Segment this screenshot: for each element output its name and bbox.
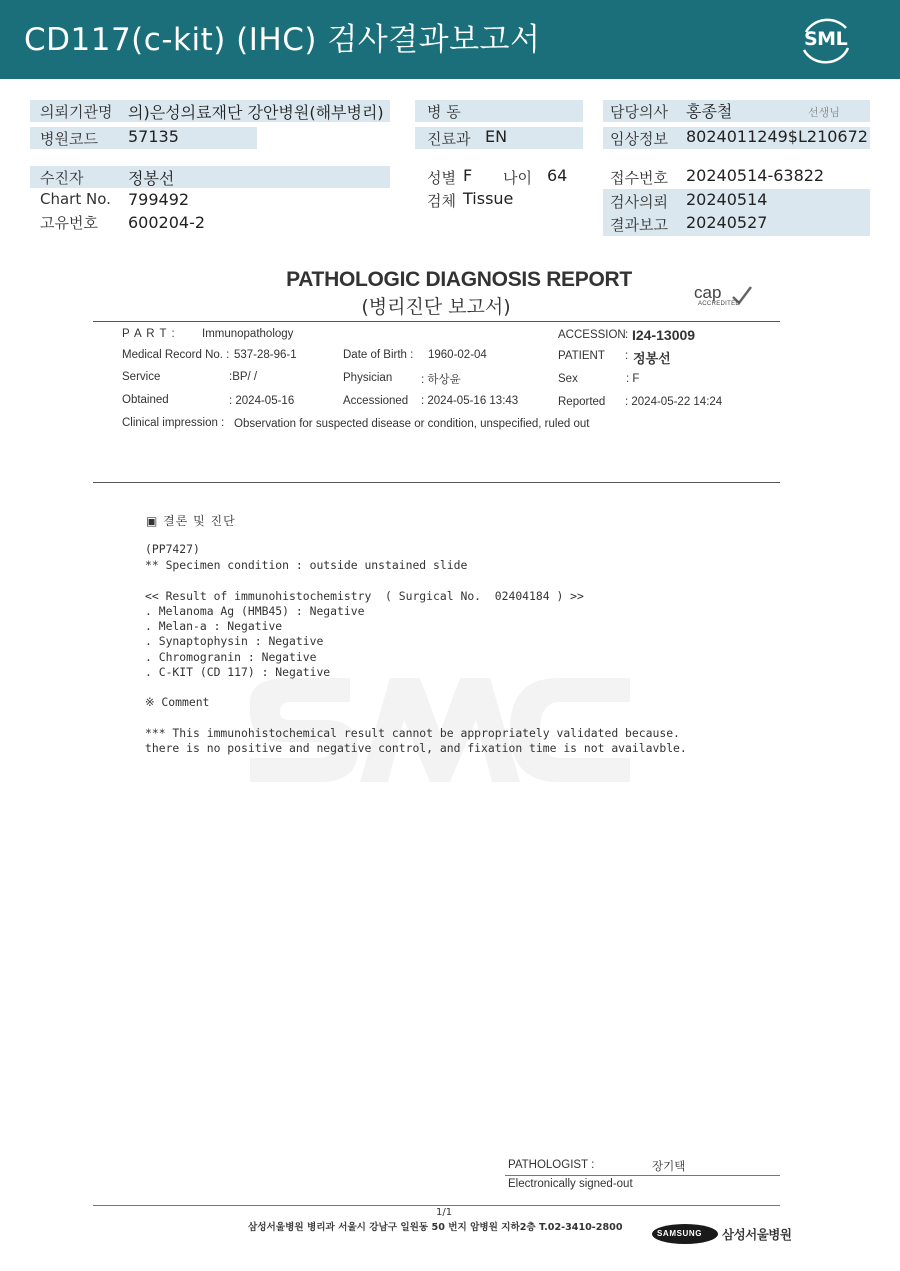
clinical-info-value: 8024011249$L210672	[686, 127, 868, 146]
clinical-impression-label: Clinical impression :	[122, 417, 225, 429]
body-line: . C-KIT (CD 117) : Negative	[145, 665, 331, 679]
body-line: . Melanoma Ag (HMB45) : Negative	[145, 604, 365, 618]
mrn-label: Medical Record No. :	[122, 349, 230, 361]
section-title: ▣ 결론 및 진단	[146, 514, 236, 528]
unique-no-label: 고유번호	[40, 214, 98, 232]
body-line: (PP7427)	[145, 542, 200, 556]
service-label: Service	[122, 371, 161, 383]
body-line: ** Specimen condition : outside unstained slide	[145, 558, 468, 572]
result-report-value: 20240527	[686, 213, 768, 232]
report-mid-rule	[93, 482, 780, 483]
physician-label: Physician	[343, 372, 393, 384]
pathologist-label: PATHOLOGIST :	[508, 1159, 595, 1171]
patient-label-report: PATIENT	[558, 350, 605, 362]
patient-value: 정봉선	[128, 169, 175, 188]
hospital-code-value: 57135	[128, 127, 179, 146]
doctor-value: 홍종철	[686, 102, 733, 121]
report-top-rule	[93, 321, 780, 322]
age-label: 나이	[503, 169, 532, 187]
body-line: there is no positive and negative control, and fixation time is not availavble.	[145, 741, 687, 755]
cap-logo: cap	[694, 283, 722, 302]
patient-colon: :	[625, 350, 629, 362]
department-value: EN	[485, 127, 508, 146]
reported-label: Reported	[558, 396, 606, 408]
dob-value: 1960-02-04	[428, 349, 487, 361]
pathologist-name: 장기택	[652, 1161, 686, 1173]
ward-label: 병 동	[427, 103, 461, 121]
header-bar	[0, 0, 900, 79]
service-value: :BP/ /	[229, 371, 258, 383]
obtained-label: Obtained	[122, 394, 169, 406]
accessioned-value: : 2024-05-16 13:43	[421, 395, 519, 407]
clinical-info-label: 임상정보	[610, 130, 668, 148]
result-report-label: 결과보고	[610, 216, 668, 234]
doctor-label: 담당의사	[610, 103, 668, 121]
hospital-code-label: 병원코드	[40, 130, 98, 148]
hospital-name: 삼성서울병원	[722, 1227, 792, 1242]
chart-no-label: Chart No.	[40, 190, 111, 208]
body-line: << Result of immunohistochemistry ( Surgical No. 02404184 ) >>	[145, 589, 584, 603]
requesting-org-value: 의)은성의료재단 강안병원(해부병리)	[128, 103, 384, 122]
body-line: . Chromogranin : Negative	[145, 650, 317, 664]
doctor-suffix: 선생님	[808, 106, 840, 119]
accessioned-label: Accessioned	[343, 395, 409, 407]
sex-value: F	[463, 166, 473, 185]
clinical-impression-value: Observation for suspected disease or condition, unspecified, ruled out	[234, 418, 590, 430]
body-line: *** This immunohistochemical result cannot be appropriately validated because.	[145, 726, 680, 740]
requesting-org-label: 의뢰기관명	[40, 103, 113, 121]
accession-value: I24-13009	[632, 327, 696, 343]
footer-rule	[93, 1205, 780, 1206]
body-line: . Melan-a : Negative	[145, 619, 283, 633]
report-subtitle: (병리진단 보고서)	[361, 296, 511, 318]
page-number: 1/1	[436, 1207, 453, 1218]
test-request-value: 20240514	[686, 190, 768, 209]
unique-no-value: 600204-2	[128, 213, 206, 232]
report-title: PATHOLOGIC DIAGNOSIS REPORT	[286, 268, 632, 291]
dob-label: Date of Birth :	[343, 349, 414, 361]
footer-address: 삼성서울병원 병리과 서울시 강남구 일원동 50 번지 암병원 지하2층 T.02-3410-2800	[248, 1222, 623, 1233]
body-line: ※ Comment	[145, 695, 210, 709]
accession-label: ACCESSION	[558, 329, 626, 341]
receipt-no-value: 20240514-63822	[686, 166, 825, 185]
samsung-logo-text: SAMSUNG	[657, 1229, 703, 1238]
patient-value-report: 정봉선	[633, 352, 671, 367]
sex-label: 성별	[427, 169, 456, 187]
page-title: CD117(c-kit) (IHC) 검사결과보고서	[24, 22, 541, 58]
sex-label-report: Sex	[558, 373, 578, 385]
receipt-no-label: 접수번호	[610, 169, 668, 187]
physician-value: : 하상윤	[421, 374, 461, 386]
obtained-value: : 2024-05-16	[229, 395, 295, 407]
part-label: P A R T :	[122, 328, 176, 340]
cap-accredited: ACCREDITED	[698, 301, 741, 307]
sex-value-report: : F	[626, 373, 640, 385]
part-value: Immunopathology	[202, 328, 294, 340]
body-line: . Synaptophysin : Negative	[145, 634, 324, 648]
specimen-value: Tissue	[463, 189, 514, 208]
reported-value: : 2024-05-22 14:24	[625, 396, 723, 408]
signed-out-text: Electronically signed-out	[508, 1178, 633, 1190]
patient-label: 수진자	[40, 169, 84, 187]
band-row3-left	[30, 166, 390, 188]
chart-no-value: 799492	[128, 190, 190, 209]
logo-text: SML	[804, 28, 848, 50]
accession-colon: :	[625, 329, 629, 341]
department-label: 진료과	[427, 130, 471, 148]
age-value: 64	[547, 166, 568, 185]
signature-rule	[505, 1175, 780, 1176]
mrn-value: 537-28-96-1	[234, 349, 297, 361]
test-request-label: 검사의뢰	[610, 193, 668, 211]
specimen-label: 검체	[427, 192, 456, 210]
